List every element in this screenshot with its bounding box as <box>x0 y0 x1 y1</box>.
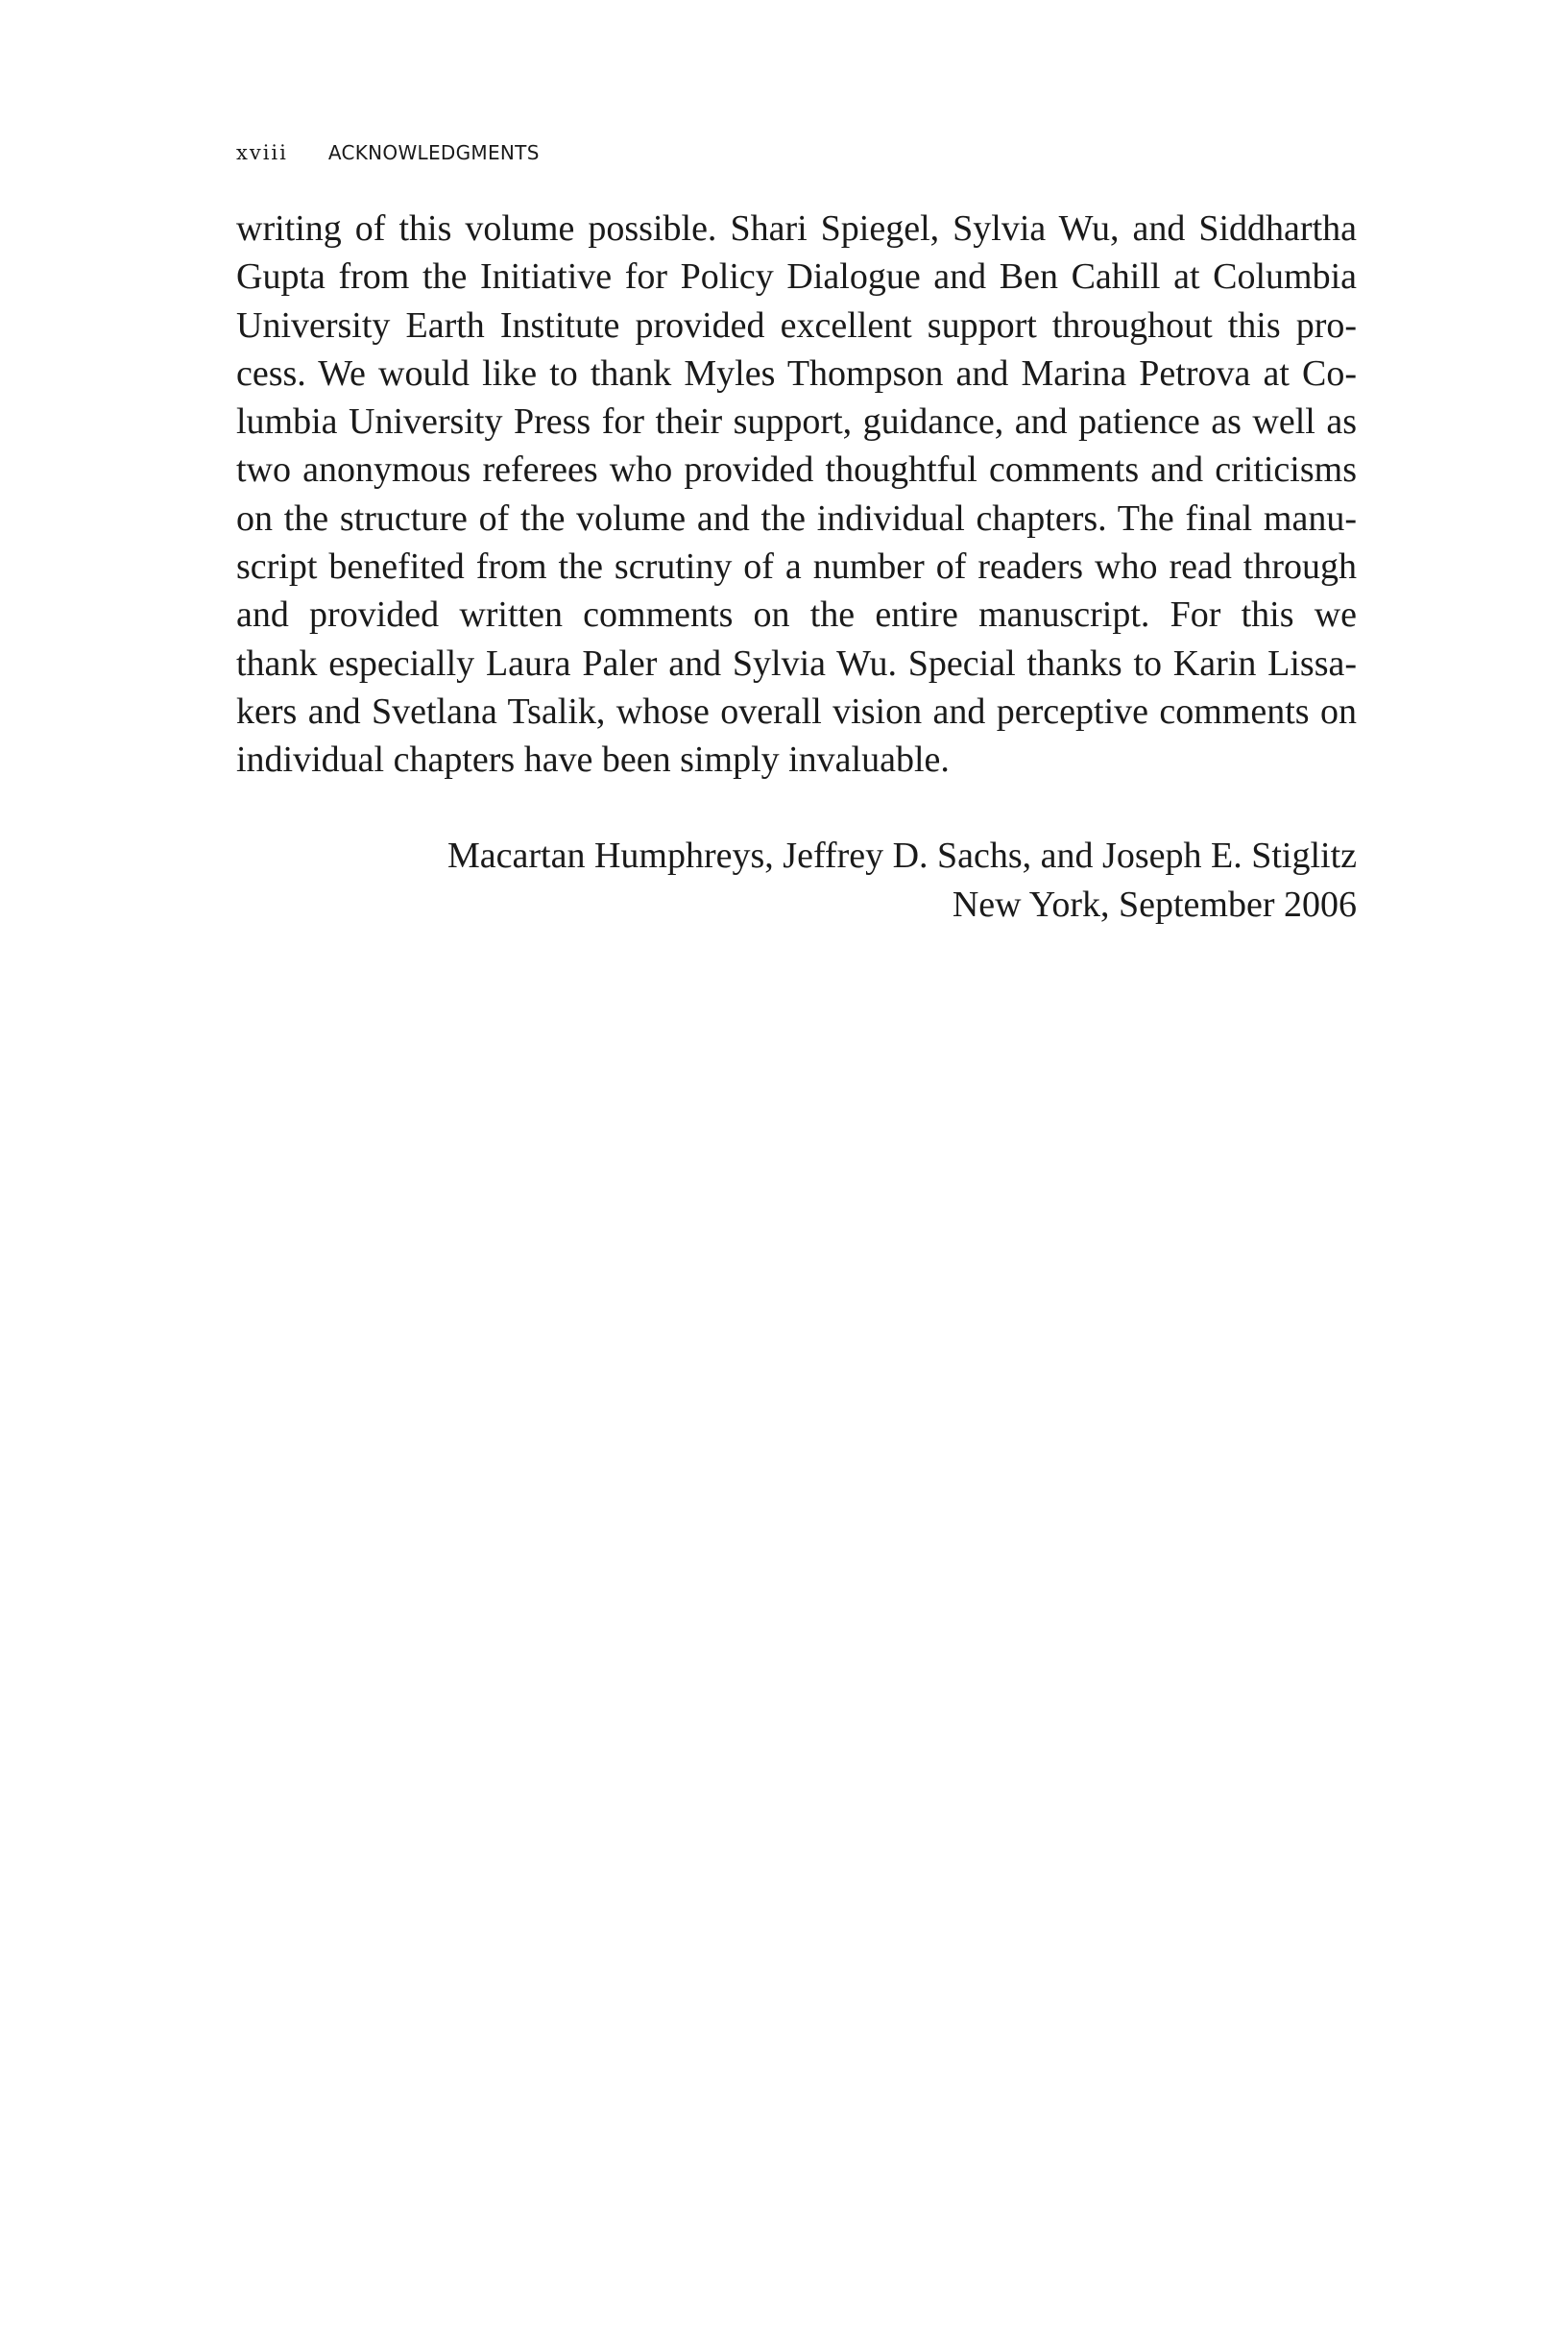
signature-block <box>236 832 1357 930</box>
signature-authors: Macartan Humphreys, Jeffrey D. Sachs, and Joseph E. Stiglitz <box>447 836 1357 876</box>
page-number: xviii <box>236 141 288 164</box>
acknowledgments-paragraph <box>236 205 1357 785</box>
paragraph-line: and provided written comments on the entire manuscript. For this we <box>236 594 1357 636</box>
paragraph-line: University Earth Institute provided excellent support throughout this pro- <box>236 304 1357 346</box>
section-title: ACKNOWLEDGMENTS <box>327 141 540 164</box>
paragraph-line: writing of this volume possible. Shari Spiegel, Sylvia Wu, and Siddhartha <box>236 208 1357 249</box>
signature-place-date: New York, September 2006 <box>952 885 1357 925</box>
paragraph-line: two anonymous referees who provided thoughtful comments and criticisms <box>236 449 1357 491</box>
paragraph-line: lumbia University Press for their support, guidance, and patience as well as <box>236 401 1357 443</box>
paragraph-line: kers and Svetlana Tsalik, whose overall vision and perceptive comments on <box>236 691 1357 732</box>
paragraph-line: individual chapters have been simply invaluable. <box>236 740 950 781</box>
paragraph-line: Gupta from the Initiative for Policy Dialogue and Ben Cahill at Columbia <box>236 256 1357 298</box>
paragraph-line: cess. We would like to thank Myles Thompson and Marina Petrova at Co- <box>236 352 1357 394</box>
paragraph-line: script benefited from the scrutiny of a number of readers who read through <box>236 546 1357 588</box>
running-head <box>236 138 540 167</box>
paragraph-line: on the structure of the volume and the individual chapters. The final manu- <box>236 497 1357 539</box>
paragraph-line: thank especially Laura Paler and Sylvia Wu. Special thanks to Karin Lissa- <box>236 643 1357 684</box>
